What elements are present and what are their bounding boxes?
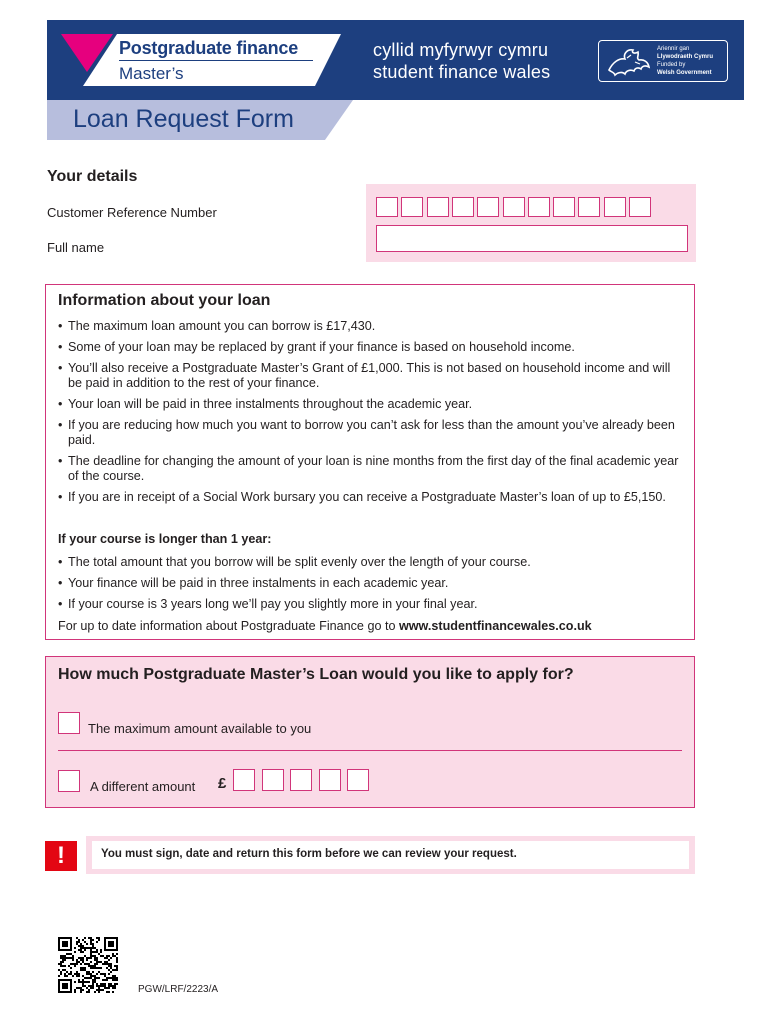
amount-digit-box[interactable] (262, 769, 284, 791)
amount-digit-box[interactable] (347, 769, 369, 791)
crn-label: Customer Reference Number (47, 205, 217, 220)
list-item: • The maximum loan amount you can borrow is £17,430. (58, 319, 682, 334)
warning-inner (92, 841, 689, 869)
list-item: • If you are reducing how much you want to borrow you can’t ask for less than the amount you’ve already been paid. (58, 418, 682, 448)
crn-digit-box[interactable] (553, 197, 575, 217)
programme-subtitle: Master’s (119, 64, 184, 83)
brand-name-welsh: cyllid myfyrwyr cymru (373, 40, 549, 60)
loan-information-box (45, 284, 695, 640)
your-details-heading: Your details (47, 168, 138, 185)
crn-digit-box[interactable] (578, 197, 600, 217)
currency-symbol: £ (218, 775, 227, 792)
amount-digit-box[interactable] (319, 769, 341, 791)
warning-text: You must sign, date and return this form before we can review your request. (101, 848, 517, 860)
header-banner (47, 20, 744, 100)
crn-digit-box[interactable] (477, 197, 499, 217)
long-course-subheading: If your course is longer than 1 year: (58, 532, 272, 546)
qr-code-icon (58, 937, 118, 993)
crn-digit-box[interactable] (452, 197, 474, 217)
website-link[interactable]: www.studentfinancewales.co.uk (398, 619, 592, 633)
different-amount-checkbox[interactable] (58, 770, 80, 792)
welsh-government-logo (598, 40, 728, 82)
crn-digit-box[interactable] (401, 197, 423, 217)
crn-digit-box[interactable] (604, 197, 626, 217)
long-course-list (58, 555, 682, 618)
crn-digit-box[interactable] (503, 197, 525, 217)
crn-digit-box[interactable] (629, 197, 651, 217)
loan-information-list (58, 319, 682, 511)
programme-title: Postgraduate finance (119, 38, 299, 58)
full-name-field[interactable] (376, 225, 688, 252)
crn-digit-box[interactable] (427, 197, 449, 217)
loan-amount-heading: How much Postgraduate Master’s Loan would you like to apply for? (58, 666, 574, 683)
maximum-amount-label: The maximum amount available to you (88, 721, 312, 736)
list-item: • If your course is 3 years long we’ll pay you slightly more in your final year. (58, 597, 682, 612)
amount-digit-box[interactable] (290, 769, 312, 791)
list-item: • The total amount that you borrow will be split evenly over the length of your course. (58, 555, 682, 570)
brand-name-english: student finance wales (373, 62, 551, 82)
welsh-government-text: Ariennir gan Llywodraeth Cymru Funded by Welsh Government (657, 46, 714, 76)
exclamation-icon: ! (45, 841, 77, 871)
loan-information-heading: Information about your loan (58, 292, 271, 309)
crn-digit-box[interactable] (376, 197, 398, 217)
amount-digit-box[interactable] (233, 769, 255, 791)
your-details-panel (366, 184, 696, 262)
list-item: • The deadline for changing the amount of your loan is nine months from the first day of the final academic year of the course. (58, 454, 682, 484)
list-item: • Your loan will be paid in three instalments throughout the academic year. (58, 397, 682, 412)
info-footer-text: For up to date information about Postgraduate Finance go to (58, 619, 399, 633)
programme-divider (119, 60, 313, 61)
form-title: Loan Request Form (73, 105, 294, 133)
dragon-icon (605, 44, 653, 78)
loan-amount-section (45, 656, 695, 808)
list-item: • You’ll also receive a Postgraduate Master’s Grant of £1,000. This is not based on household income and will be paid in addition to the rest of your finance. (58, 361, 682, 391)
crn-digit-box[interactable] (528, 197, 550, 217)
different-amount-label: A different amount (90, 779, 196, 794)
list-item: • If you are in receipt of a Social Work bursary you can receive a Postgraduate Master’s loan of up to £5,150. (58, 490, 682, 505)
full-name-label: Full name (47, 240, 105, 255)
section-divider (58, 750, 682, 751)
list-item: • Some of your loan may be replaced by grant if your finance is based on household income. (58, 340, 682, 355)
info-footer (58, 619, 592, 633)
maximum-amount-checkbox[interactable] (58, 712, 80, 734)
form-code: PGW/LRF/2223/A (138, 984, 219, 995)
warning-panel (86, 836, 695, 874)
list-item: • Your finance will be paid in three instalments in each academic year. (58, 576, 682, 591)
